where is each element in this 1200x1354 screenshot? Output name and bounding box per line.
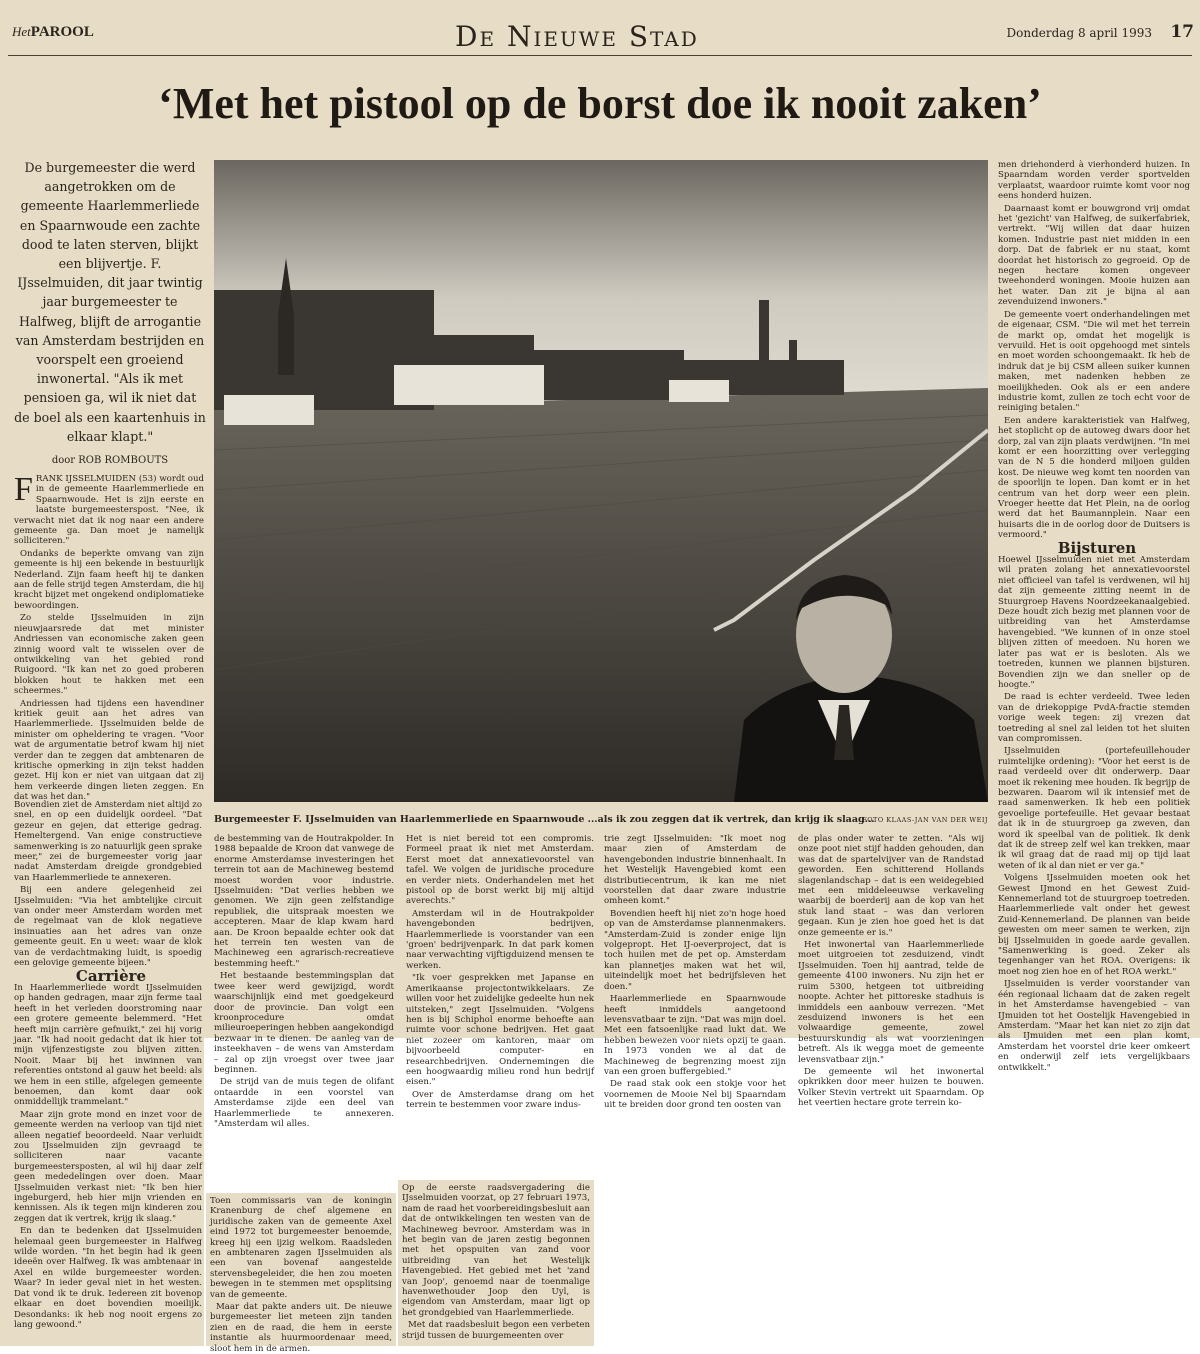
article-column-3 <box>406 834 594 1111</box>
article-column-1 <box>14 471 204 803</box>
article-paragraph: Maar zijn grote mond en inzet voor de gemeente werden na verloop van tijd niet alleen negatief beoordeeld. Naar verluidt zou IJsselmuiden zijn gevraagd te solliciteren naar vacante burgemeestersposten, al wil hij daar zelf geen mededelingen over doen. Maar IJsselmuiden verkast niet: "Ik ben hier ingeburgerd, heb hier mijn vrienden en kennissen. Als ik tegen mijn kinderen zou zeggen dat ik vertrek, krijg ik slaag." <box>14 1109 202 1224</box>
article-paragraph: IJsselmuiden (portefeuillehouder ruimtelijke ordening): "Voor het eerst is de raad verdeeld over dit onderwerp. Daar moet ik rekening mee houden. Ik begrijp de bezwaren. Daarom wil ik intensief met de raad samenwerken. Ik heb een politiek gevoelige portefeuille. Het gevaar bestaat dat ik in de stuurgroep ga zweven, dan word ik speelbal van de politiek. Ik denk dat ik de streep zelf wel kan trekken, maar ik wil graag dat de raad mij op tijd laat weten of ik al dan niet er ver ga." <box>998 746 1190 871</box>
article-paragraph: Volgens IJsselmuiden moeten ook het Gewest IJmond en het Gewest Zuid-Kennemerland tot de stuurgroep toetreden. Haarlemmerliede valt onder het gewest Zuid-Kennemerland. De plannen van beide gewesten om meer samen te werken, zijn bij IJsselmuiden in goede aarde gevallen. "Samenwerking is goed. Zeker als tegenhanger van het ROA. Overigens: ik moet nog zien hoe en of het ROA werkt." <box>998 873 1190 977</box>
article-paragraph: "Ik voer gesprekken met Japanse en Amerikaanse projectontwikkelaars. Ze willen voor het zuidelijke gedeelte hun nek uitsteken," zegt IJsselmuiden. "Volgens hen is bij Schiphol enorme behoefte aan ruimte voor schone bedrijven. Het gaat niet zozeer om kantoren, maar om bijvoorbeeld computer- en researchbedrijven. Ondernemingen die een hoogwaardig milieu rond hun bedrijf eisen." <box>406 973 594 1088</box>
article-paragraph: In Haarlemmerliede wordt IJsselmuiden op handen gedragen, maar zijn ferme taal heeft in het verleden doorstroming naar een grotere gemeente belemmerd. "Het heeft mijn carrière gefnuikt," zei hij vorig jaar. "Ik had nooit gedacht dat ik hier tot mijn vijfenzestigste zou blijven zitten. Nooit. Maar bij het inwinnen van referenties ontstond al gauw het beeld: als we hem in een stille, afgelegen gemeente benoemen, dan komt daar ook onmiddellijk trammelant." <box>14 982 202 1108</box>
photo-caption: Burgemeester F. IJsselmuiden van Haarlemmerliede en Spaarnwoude ...als ik zou zeggen dat ik vertrek, dan krijg ik slaag... FOTO KLAAS-JAN VAN DER WEIJ <box>214 814 988 825</box>
article-photo <box>214 160 988 802</box>
page-number: 17 <box>1170 22 1194 42</box>
article-paragraph: De gemeente voert onderhandelingen met de eigenaar, CSM. "Die wil met het terrein de markt op, omdat het mogelijk is vervuild. Het is ooit opgehoogd met sintels en moet worden schoongemaakt. Ik heb de indruk dat je bij CSM alleen suiker kunnen maken, met nadenken hebben ze moeilijkheden. Ook als er een andere industrie komt, zullen ze toch echt voor de reiniging betalen." <box>998 309 1190 414</box>
article-column-1b <box>14 800 202 1342</box>
article-paragraph: FRANK IJSSELMUIDEN (53) wordt oud in de gemeente Haarlemmerliede en Spaarnwoude. Het is zijn eerste en laatste burgemeesterspost. "Nee, ik verwacht niet dat ik nog naar een andere gemeente ga. Dan moet je namelijk solliciteren." <box>14 471 204 547</box>
article-paragraph: Bovendien heeft hij niet zo'n hoge hoed op van de Amsterdamse plannenmakers. "Amsterdam-Zuid is zonder enige lijn volgepropt. Het IJ-oeverproject, dat is toch huilen met de pet op. Amsterdam kan plannetjes maken wat het wil, uiteindelijk moet het bedrijfsleven het doen." <box>604 908 786 992</box>
headline: ‘Met het pistool op de borst doe ik nooit zaken’ <box>158 79 1042 128</box>
article-paragraph: Bij een andere gelegenheid zei IJsselmuiden: "Via het ambtelijke circuit van onder meer Amsterdam worden met de regelmaat van de klok negatieve insinuaties aan het adres van onze gemeente geuit. En u weet: waar de klok van de verdachtmaking luidt, is spoedig een gelovige gemeente bijeen." <box>14 885 202 969</box>
article-paragraph: Andriessen had tijdens een havendiner kritiek geuit aan het adres van Haarlemmerliede. IJsselmuiden belde de minister om opheldering te vragen. "Voor wat de argumentatie betrof kwam hij niet verder dan te zeggen dat ambtenaren de kritische opmerking in zijn tekst hadden gezet. Hij kon er niet van uitgaan dat zij hem verkeerde dingen lieten zeggen. En dat was het dan." <box>14 698 204 803</box>
article-paragraph: De gemeente wil het inwonertal opkrikken door meer huizen te bouwen. Volker Stevin vertrekt uit Spaarndam. Op het veertien hectare grote terrein ko- <box>798 1066 984 1109</box>
masthead-rule <box>8 55 1192 56</box>
article-column-6 <box>998 160 1190 1073</box>
photo-landscape-illustration <box>214 160 988 802</box>
drop-cap: F <box>14 471 33 508</box>
masthead <box>0 18 1200 54</box>
issue-date: Donderdag 8 april 1993 <box>1006 26 1152 40</box>
article-paragraph: IJsselmuiden is verder voorstander van één regionaal lichaam dat de zaken regelt in het Amsterdamse havengebied – van IJmuiden tot het Oostelijk Havengebied in Amsterdam. "Maar het kan niet zo zijn dat als IJmuiden met een plan komt, Amsterdam het voorstel drie keer omkeert en onderwijl zelf iets vergelijkbaars ontwikkelt." <box>998 979 1190 1073</box>
article-paragraph: De raad is echter verdeeld. Twee leden van de driekoppige PvdA-fractie stemden vorige week tegen: zij vrezen dat toetreding al snel zal leiden tot het sluiten van compromissen. <box>998 692 1190 744</box>
article-paragraph: Met dat raadsbesluit begon een verbeten strijd tussen de buurgemeenten over <box>402 1320 590 1341</box>
article-intro: De burgemeester die werd aangetrokken om de gemeente Haarlemmerliede en Spaarnwoude een zachte dood te laten sterven, blijkt een blijvertje. F. IJsselmuiden, dit jaar twintig jaar burgemeester te Halfweg, blijft de arrogantie van Amsterdam bestrijden en voorspelt een groeiend inwonertal. "Als ik met pensioen ga, wil ik niet dat de boel als een kaartenhuis in elkaar klapt." <box>14 160 206 444</box>
article-paragraph: Het is niet bereid tot een compromis. Formeel praat ik niet met Amsterdam. Eerst moet dat annexatievoorstel van tafel. We volgen de juridische procedure en verder niets. Onderhandelen met het pistool op de borst werkt bij mij altijd averechts." <box>406 834 594 907</box>
article-column-2 <box>214 834 394 1129</box>
article-paragraph: de plas onder water te zetten. "Als wij onze poot niet stijf hadden gehouden, dan was dat de spartelvijver van de Randstad geworden. Een schitterend Hollands slagenlandschap – dat is een weidegebied met een middeleeuwse verkaveling waarbij de boerderij aan de kop van het stuk land staat – was dan verloren gegaan. Kun je zien hoe goed het is dat onze gemeente er is." <box>798 834 984 938</box>
article-column-5 <box>798 834 984 1109</box>
article-paragraph: Het bestaande bestemmingsplan dat twee keer werd gewijzigd, wordt waarschijnlijk eind met goedgekeurd door de provincie. Dan volgt een kroonprocedure omdat milieuroeperingen hebben aangekondigd bezwaar in te dienen. De aanleg van de insteekhaven – de wens van Amsterdam – zal op zijn vroegst over twee jaar beginnen. <box>214 971 394 1075</box>
article-column-4 <box>604 834 786 1111</box>
clipping-3-text <box>402 1183 590 1343</box>
newspaper-logo: HetPAROOL <box>12 24 94 40</box>
clipping-2-text <box>210 1196 392 1354</box>
article-paragraph: En dan te bedenken dat IJsselmuiden helemaal geen burgemeester in Halfweg wilde worden. "In het begin had ik geen ideeën over Halfweg. Ik was ambtenaar in Axel en wilde burgemeester worden. Waar? In ieder geval niet in het westen. Dat vond ik te druk. Iedereen zit bovenop elkaar en doet bovendien moeilijk. Desondanks: ik heb nog nooit ergens zo lang gewoond." <box>14 1226 202 1330</box>
article-paragraph: Amsterdam wil in de Houtrakpolder havengebonden bedrijven, Haarlemmerliede is voorstander van een 'groen' bedrijvenpark. In dat park komen naar verwachting vijftigduizend mensen te werken. <box>406 908 594 971</box>
article-paragraph: Ondanks de beperkte omvang van zijn gemeente is hij een bekende in bestuurlijk Nederland. Zijn faam heeft hij te danken aan de felle strijd tegen Amsterdam, die hij kracht bijzet met ongekend ondiplomatieke bewoordingen. <box>14 548 204 611</box>
article-paragraph: Bovendien ziet de Amsterdam niet altijd zo snel, en op een duidelijk oordeel. "Dat gezeur en gejen, dat etterige gedrag. Hemeltergend. Van enige constructieve samenwerking is zo natuurlijk geen sprake meer," zei de burgemeester vorig jaar nadat Amsterdam dreigde grondgebied van Haarlemmerliede te annexeren. <box>14 800 202 883</box>
subhead-carriere: Carrière <box>75 966 147 985</box>
article-paragraph: Daarnaast komt er bouwgrond vrij omdat het 'gezicht' van Halfweg, de suikerfabriek, vertrekt. "Wij willen dat daar huizen komen. Industrie past niet midden in een dorp. Dat de fabriek er nu staat, komt doordat het historisch zo gegroeid. Op de negen hectare komen ongeveer tweehonderd woningen. Mooie huizen aan het water. Dan zit je bijna al aan zevenduizend inwoners." <box>998 203 1190 308</box>
article-paragraph: de bestemming van de Houtrakpolder. In 1988 bepaalde de Kroon dat vanwege de enorme Amsterdamse investeringen het terrein tot aan de Machineweg bestemd moest worden voor industrie. IJsselmuiden: "Dat verlies hebben we genomen. We zijn geen zelfstandige republiek, die uitspraak moesten we accepteren. Maar de klap kwam hard aan. De Kroon bepaalde echter ook dat het terrein ten westen van de Machineweg een agrarisch-recreatieve bestemming heeft." <box>214 834 394 969</box>
article-paragraph: Hoewel IJsselmuiden niet met Amsterdam wil praten zolang het annexatievoorstel niet officieel van tafel is verdwenen, wil hij dat zijn gemeente zitting neemt in de Stuurgroep Havens Noordzeekanaalgebied. Deze houdt zich bezig met plannen voor de uitbreiding van het Amsterdamse havengebied. "We kunnen of in onze stoel blijven zitten of meedoen. Nu horen we later pas wat er is besloten. Als we toetreden, kunnen we plannen bijsturen. Bovendien zijn we dan sneller op de hoogte." <box>998 555 1190 690</box>
church-tower <box>278 315 294 375</box>
subhead-bijsturen: Bijsturen <box>1057 538 1137 557</box>
article-paragraph: De strijd van de muis tegen de olifant ontaardde in een voorstel van Amsterdamse zijde een deel van Haarlemmerliede te annexeren. "Amsterdam wil alles. <box>214 1077 394 1129</box>
byline: door ROB ROMBOUTS <box>51 455 169 466</box>
article-paragraph: De raad stak ook een stokje voor het voornemen de Mooie Nel bij Spaarndam uit te breiden door grond ten oosten van <box>604 1079 786 1111</box>
article-paragraph: Een andere karakteristiek van Halfweg, het stoplicht op de autoweg dwars door het dorp, zal van zijn plaats verdwijnen. "In mei komt er een hoorzitting over verlegging van de N 5 die honderd miljoen gulden kost. De nieuwe weg komt ten noorden van de spoorlijn te lopen. Dan komt er in het centrum van het dorp weer een plein. Vroeger heette dat Het Plein, na de oorlog werd dat het Baumannplein. Naar een huisarts die in de oorlog door de Duitsers is vermoord." <box>998 415 1190 541</box>
article-paragraph: Maar dat pakte anders uit. De nieuwe burgemeester liet meteen zijn tanden zien en de raad, die hem in eerste instantie als huurmoordenaar meed, sloot hem in de armen. <box>210 1302 392 1354</box>
article-paragraph: men driehonderd à vierhonderd huizen. In Spaarndam worden verder sportvelden verplaatst, waardoor ruimte komt voor nog eens honderd huizen. <box>998 160 1190 202</box>
section-title: De Nieuwe Stad <box>455 20 699 53</box>
article-paragraph: Toen commissaris van de koningin Kranenburg de chef algemene en juridische zaken van de gemeente Axel eind 1972 tot burgemeester benoemde, kreeg hij een ijzig welkom. Raadsleden en ambtenaren zagen IJsselmuiden als een van bovenaf aangestelde stervensbegeleider, die hen zou moeten bewegen in te stemmen met opsplitsing van de gemeente. <box>210 1196 392 1300</box>
article-paragraph: Over de Amsterdamse drang om het terrein te bestemmen voor zware indus- <box>406 1089 594 1111</box>
photo-credit: FOTO KLAAS-JAN VAN DER WEIJ <box>862 816 988 824</box>
article-paragraph: Het inwonertal van Haarlemmerliede moet uitgroeien tot zesduizend, vindt IJsselmuiden. Toen hij aantrad, telde de gemeente 4100 inwoners. Nu zijn het er ruim 5300, hetgeen tot uitbreiding noopte. Achter het pittoreske stadhuis is inmiddels een aanbouw verrezen. "Met zesduizend inwoners is het een volwaardige gemeente, zowel bestuurskundig als wat voorzieningen betreft. Als ik wegga moet de gemeente levensvatbaar zijn." <box>798 940 984 1065</box>
article-paragraph: trie zegt IJsselmuiden: "Ik moet nog maar zien of Amsterdam de havengebonden industrie binnenhaalt. In het Westelijk Havengebied komt een distributiecentrum, ik kan me niet voorstellen dat daar zware industrie omheen komt." <box>604 834 786 907</box>
article-paragraph: Op de eerste raadsvergadering die IJsselmuiden voorzat, op 27 februari 1973, nam de raad het voorbereidingsbesluit aan dat de ontwikkelingen ten westen van de Machineweg bevroor. Amsterdam was in het begin van de jaren zestig begonnen met het opspuiten van zand voor uitbreiding van het Westelijk Havengebied. Het gebied met het 'zand van Joop', genoemd naar de toenmalige havenwethouder Joop den Uyl, is eigendom van Amsterdam, maar ligt op het grondgebied van Haarlemmerliede. <box>402 1183 590 1318</box>
article-paragraph: Zo stelde IJsselmuiden in zijn nieuwjaarsrede dat met minister Andriessen van economische zaken geen zinnig woord valt te wisselen over de ontwikkeling van het gebied rond Ruigoord. "Ik kan net zo goed proberen blokken hout te hakken met een scheermes." <box>14 613 204 697</box>
article-paragraph: Haarlemmerliede en Spaarnwoude heeft inmiddels aangetoond levensvatbaar te zijn. "Dat was mijn doel. Met een fatsoenlijke raad lukt dat. We hebben bewezen voor niets opzij te gaan. In 1973 vonden we al dat de Machineweg de begrenzing moest zijn van een groen buffergebied." <box>604 994 786 1077</box>
